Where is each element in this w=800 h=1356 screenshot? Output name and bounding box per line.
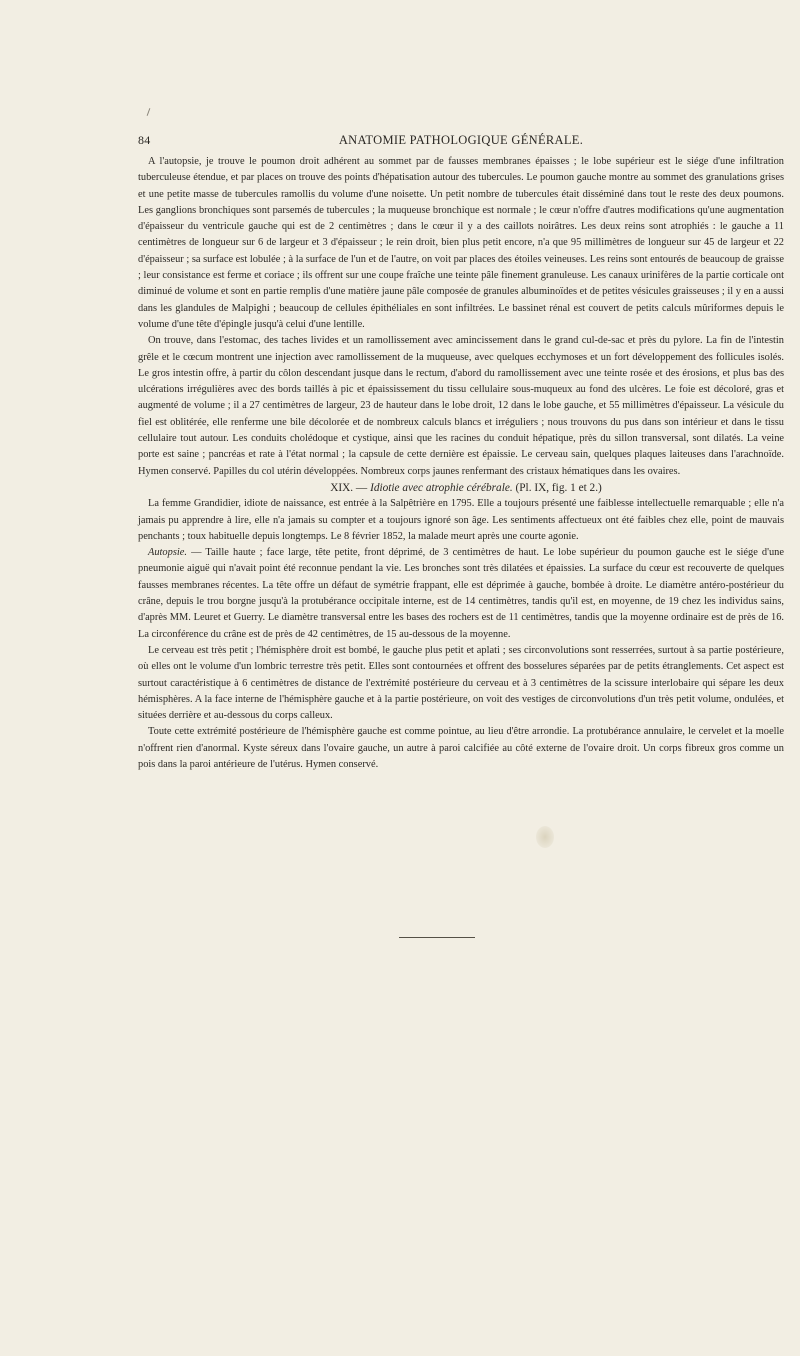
section-title: Idiotie avec atrophie cérébrale. xyxy=(370,481,513,494)
autopsie-label: Autopsie. xyxy=(148,547,187,559)
autopsie-text: — Taille haute ; face large, tête petite, front déprimé, de 3 centimètres de haut. Le lobe supérieur du poumon gauche est le siége d'une pneumonie aiguë qui n'avait point été reconnue pendant la vie. Les bronches sont très dilatées et épaissies. La surface du cœur est recouverte de quelques fausses membranes récentes. La tête offre un défaut de symétrie frappant, elle est déprimée à gauche, bombée à droite. Le diamètre antéro-postérieur du crâne, depuis le trou borgne jusqu'à la protubérance occipitale interne, est de 14 centimètres, tandis qu'il est, en moyenne, de 19 chez les individus sains, d'après MM. Leuret et Guerry. Le diamètre transversal entre les bases des rochers est de 11 centimètres, tandis que la moyenne ordinaire est de près de 16. La circonférence du crâne est de près de 42 centimètres, de 15 au-dessous de la moyenne. xyxy=(138,547,784,640)
paragraph-case-history: La femme Grandidier, idiote de naissance, est entrée à la Salpêtrière en 1795. Elle a toujours présenté une faiblesse intellectuelle remarquable ; elle n'a jamais pu apprendre à lire, elle n'a jamais su compter et a toujours ignoré son âge. Les sentiments affectueux ont été faibles chez elle, point de mauvais penchants ; toux habituelle depuis longtemps. Le 8 février 1852, la malade meurt après une courte agonie. xyxy=(138,498,784,542)
section-number: XIX. — xyxy=(330,481,371,494)
page-number: 84 xyxy=(138,133,151,147)
body-text xyxy=(138,154,784,773)
paragraph-conclusion: Toute cette extrémité postérieure de l'hémisphère gauche est comme pointue, au lieu d'être arrondie. La protubérance annulaire, le cervelet et la moelle n'offrent rien d'anormal. Kyste séreux dans l'ovaire gauche, un autre à paroi calcifiée au côté externe de l'ovaire droit. Un corps fibreux gros comme un pois dans la paroi antérieure de l'utérus. Hymen conservé. xyxy=(138,726,784,770)
paragraph-autopsy xyxy=(138,545,784,643)
running-title: ANATOMIE PATHOLOGIQUE GÉNÉRALE. xyxy=(338,133,584,147)
paragraph-abdominal-findings: On trouve, dans l'estomac, des taches livides et un ramollissement avec amincissement dans le grand cul-de-sac et près du pylore. La fin de l'intestin grêle et le cœcum montrent une injection avec ramollissement de la muqueuse, avec quelques ecchymoses et un fort développement des follicules isolés. Le gros intestin offre, à partir du côlon descendant jusque dans le rectum, d'abord du ramollissement avec une teinte rosée et des érosions, et plus bas des ulcérations irrégulières avec des bords taillés à pic et épaississement du tissu cellulaire sous-muqueux au fond des ulcères. Le foie est décoloré, gras et augmenté de volume ; il a 27 centimètres de largeur, 23 de hauteur dans le lobe droit, 12 dans le lobe gauche, et 55 millimètres d'épaisseur. La vésicule du fiel est oblitérée, elle renferme une bile décolorée et de nombreux calculs blancs et irréguliers ; nous trouvons du pus dans son intérieur et dans le tissu cellulaire tout autour. Les conduits cholédoque et cystique, ainsi que les racines du conduit hépatique, près du sillon transversal, sont dilatés. La veine porte est saine ; pancréas et rate à l'état normal ; la capsule de cette dernière est épaissie. Le cerveau sain, quelques plaques laiteuses dans l'arachnoïde. Hymen conservé. Papilles du col utérin développées. Nombreux corps jaunes renfermant des cristaux hématiques dans les ovaires. xyxy=(138,335,784,477)
paragraph-brain: Le cerveau est très petit ; l'hémisphère droit est bombé, le gauche plus petit et aplati ; ses circonvolutions sont resserrées, surtout à sa partie postérieure, où elles ont le volume d'un lombric terrestre très petit. Elles sont contournées et offrent des bosselures séparées par de petits étranglements. Cet aspect est surtout caractéristique à 6 centimètres de distance de l'extrémité postérieure du cerveau et à 3 centimètres de la scissure interlobaire qui sépare les deux hémisphères. A la face interne de l'hémisphère gauche et à la partie postérieure, on voit des vestiges de circonvolutions d'un très petit volume, ondulées, et situées derrière et au-dessous du corps calleux. xyxy=(138,644,784,722)
section-heading xyxy=(138,480,784,496)
section-plate-reference: (Pl. IX, fig. 1 et 2.) xyxy=(512,481,602,494)
end-rule xyxy=(399,937,475,938)
margin-mark xyxy=(147,108,151,116)
paper-stain xyxy=(536,826,554,848)
paragraph-autopsy-findings: A l'autopsie, je trouve le poumon droit adhérent au sommet par de fausses membranes épaisses ; le lobe supérieur est le siége d'une infiltration tuberculeuse étendue, et par places on trouve des points d'hépatisation autour des tubercules. Le poumon gauche montre au sommet des granulations grises et une petite masse de tubercules ramollis du volume d'une noisette. Un petit nombre de tubercules était disséminé dans tout le reste des deux poumons. Les ganglions bronchiques sont parsemés de tubercules ; la muqueuse bronchique est normale ; le cœur n'offre d'autres modifications qu'une augmentation d'épaisseur du ventricule gauche qui est de 2 centimètres ; dans le cœur il y a des caillots noirâtres. Les deux reins sont atrophiés : le gauche a 11 centimètres de longueur sur 6 de largeur et 3 d'épaisseur ; le rein droit, bien plus petit encore, n'a que 95 millimètres de longueur sur 45 de largeur et 22 d'épaisseur ; sa surface est lobulée ; à la surface de l'un et de l'autre, on voit par places des étoiles veineuses. Les reins sont entourés de beaucoup de graisse ; leur consistance est ferme et coriace ; ils offrent sur une coupe fraîche une teinte pâle finement granuleuse. Les canaux urinifères de la partie corticale ont diminué de volume et sont en partie remplis d'une matière jaune pâle composée de granules albuminoïdes et de petites vésicules graisseuses ; il y en a aussi dans les glandules de Malpighi ; beaucoup de cellules épithéliales en sont infiltrées. Le bassinet rénal est couvert de petits calculs mûriformes depuis le volume d'une tête d'épingle jusqu'à celui d'une lentille. xyxy=(138,156,784,330)
page-header xyxy=(138,133,784,149)
